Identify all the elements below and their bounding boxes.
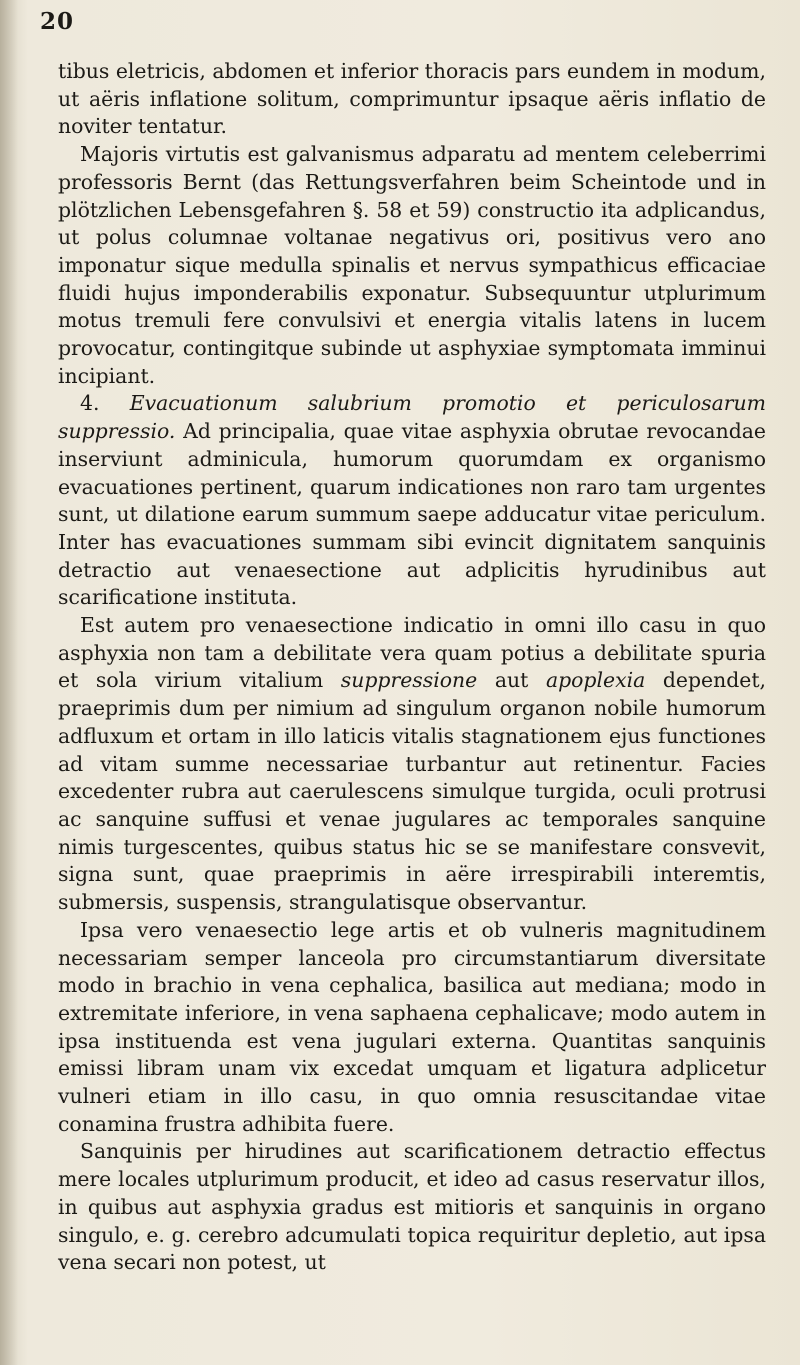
paragraph-hirudines: Sanquinis per hirudines aut scarificationem detractio effectus mere locales utplurimum producit, et ideo ad casus reservatur illos, in quibus aut asphyxia gradus est mitioris et sanquinis in organo singulo, e. g. cerebro adcumulati topica requiritur depletio, aut ipsa vena secari non potest, ut — [58, 1139, 766, 1275]
paragraph-galvanismus: Majoris virtutis est galvanismus adparatu ad mentem celeberrimi professoris Bernt (das Rettungsverfahren beim Scheintode und in plötzlichen Lebensgefahren §. 58 et 59) constructio ita adplicandus, ut polus columnae voltanae negativus ori, positivus vero ano imponatur sique medulla spinalis et nervus sympathicus efficaciae fluidi hujus imponderabilis exponatur. Subsequuntur utplurimum motus tremuli fere convulsivi et energia vitalis latens in lucem provocatur, contingitque subinde ut asphyxiae symptomata imminui incipiant. — [58, 142, 766, 388]
paragraph-venaesectio-indicatio — [58, 612, 766, 917]
paragraph-continuation: tibus eletricis, abdomen et inferior thoracis pars eundem in modum, ut aëris inflatione solitum, comprimuntur ipsaque aëris inflatio de noviter tentatur. — [58, 59, 766, 139]
section-heading-continued: suppressio. — [58, 419, 176, 444]
emphasis-suppressione: suppressione — [340, 668, 478, 693]
paragraph-text: Est autem pro venaesectione indicatio in omni illo casu in quo asphyxia non tam a debilitate vera quam potius a debilitate spuria et sola virium vitalium — [58, 613, 766, 693]
page-number: 20 — [40, 8, 75, 35]
paragraph-text: dependet, praeprimis dum per nimium ad singulum organon nobile humorum adfluxum et ortam in illo laticis vitalis stagnationem ejus functiones ad vitam summe necessariae turbantur aut retinentur. Facies excedenter rubra aut caerulescens simulque turgida, oculi protrusi ac sanquine suffusi et venae jugulares ac temporales sanquine nimis turgescentes, quibus status hic se se manifestare consvevit, signa sunt, quae praeprimis in aëre irrespirabili interemtis, submersis, suspensis, strangulatisque observantur. — [58, 668, 767, 915]
section-body-text: Ad principalia, quae vitae asphyxia obrutae revocandae inserviunt adminicula, humorum quorumdam ex organismo evacuationes pertinent, quarum indicationes non raro tam urgentes sunt, ut dilatione earum summum saepe adducatur vitae periculum. Inter has evacuationes summam sibi evincit dignitatem sanquinis detractio aut venaesectione aut adplicitis hyrudinibus aut scarificatione instituta. — [58, 419, 766, 610]
paragraph-text: aut — [494, 668, 529, 693]
page-gutter-shadow — [0, 0, 18, 1365]
section-heading: Evacuationum salubrium promotio et periculosarum — [129, 391, 766, 416]
emphasis-apoplexia: apoplexia — [545, 668, 646, 693]
paragraph-section-4 — [58, 390, 766, 612]
paragraph-venaesectio-lege-artis: Ipsa vero venaesectio lege artis et ob vulneris magnitudinem necessariam semper lanceola pro circumstantiarum diversitate modo in brachio in vena cephalica, basilica aut mediana; modo in extremitate inferiore, in vena saphaena cephalicave; modo autem in ipsa instituenda est vena jugulari externa. Quantitas sanquinis emissi libram unam vix excedat umquam et ligatura adplicetur vulneri etiam in illo casu, in quo omnia resuscitandae vitae conamina frustra adhibita fuere. — [58, 917, 766, 1136]
page-body — [58, 58, 766, 1277]
section-number: 4. — [80, 391, 100, 416]
